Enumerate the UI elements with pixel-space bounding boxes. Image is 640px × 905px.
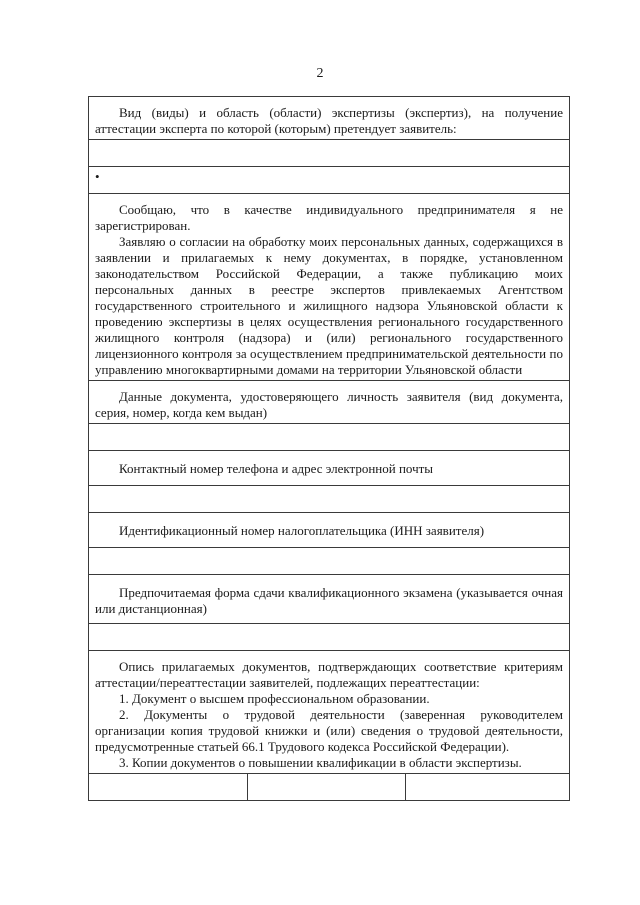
id-document-answer-row [89, 424, 570, 451]
inn-answer-row [89, 548, 570, 575]
not-entrepreneur-statement: Сообщаю, что в качестве индивидуального предпринимателя я не зарегистрирован. [95, 202, 563, 233]
personal-data-consent: Заявляю о согласии на обработку моих персональных данных, содержащихся в заявлении и прилагаемых к нему документах, в порядке, установленном законодательством Российской Федерации, а также публикацию моих персональных данных в реестре экспертов привлекаемых Агентством государственного строительного и жилищного надзора Ульяновской области к проведению экспертизы в целях осуществления регионального государственного жилищного контроля (надзора) и (или) регионального государственного лицензионного контроля за осуществлением предпринимательской деятельности по управлению многоквартирными домами на территории Ульяновской области [95, 234, 563, 377]
exam-form-field[interactable] [89, 624, 570, 651]
inn-row [89, 513, 570, 548]
expertise-answer-row-2 [89, 167, 570, 194]
id-document-field[interactable] [89, 424, 570, 451]
expertise-answer-row-1 [89, 140, 570, 167]
exam-form-label: Предпочитаемая форма сдачи квалификационного экзамена (указывается очная или дистанционная) [89, 575, 570, 624]
attachments-row [89, 651, 570, 774]
inn-label: Идентификационный номер налогоплательщика (ИНН заявителя) [89, 513, 570, 548]
attachments-intro: Опись прилагаемых документов, подтверждающих соответствие критериям аттестации/переаттестации заявителей, подлежащих переаттестации: [95, 659, 563, 690]
id-document-label: Данные документа, удостоверяющего личность заявителя (вид документа, серия, номер, когда кем выдан) [89, 381, 570, 424]
signature-row [89, 774, 570, 801]
id-document-row [89, 381, 570, 424]
attachment-item-3: 3. Копии документов о повышении квалификации в области экспертизы. [119, 755, 522, 770]
declaration-row [89, 194, 570, 381]
inn-field[interactable] [89, 548, 570, 575]
exam-form-row [89, 575, 570, 624]
page-number: 2 [316, 66, 324, 81]
contacts-row [89, 451, 570, 486]
declaration-cell [89, 194, 570, 381]
expertise-prompt-row [89, 97, 570, 140]
signature-cell-1[interactable] [89, 774, 248, 801]
attachment-item-2: 2. Документы о трудовой деятельности (заверенная руководителем организации копия трудовой книжки и (или) сведения о трудовой деятельности, предусмотренные статьей 66.1 Трудового кодекса Российской Федерации). [95, 707, 563, 754]
exam-form-answer-row [89, 624, 570, 651]
signature-cell-2[interactable] [247, 774, 406, 801]
signature-cell-3[interactable] [406, 774, 570, 801]
expertise-answer-field-1[interactable] [89, 140, 570, 167]
attachments-cell [89, 651, 570, 774]
contacts-answer-row [89, 486, 570, 513]
application-form-table [88, 96, 570, 801]
contacts-label: Контактный номер телефона и адрес электронной почты [89, 451, 570, 486]
expertise-prompt: Вид (виды) и область (области) экспертизы (экспертиз), на получение аттестации эксперта по которой (которым) претендует заявитель: [89, 97, 570, 140]
expertise-answer-field-2[interactable]: • [89, 167, 570, 194]
attachment-item-1: 1. Документ о высшем профессиональном образовании. [119, 691, 430, 706]
contacts-field[interactable] [89, 486, 570, 513]
